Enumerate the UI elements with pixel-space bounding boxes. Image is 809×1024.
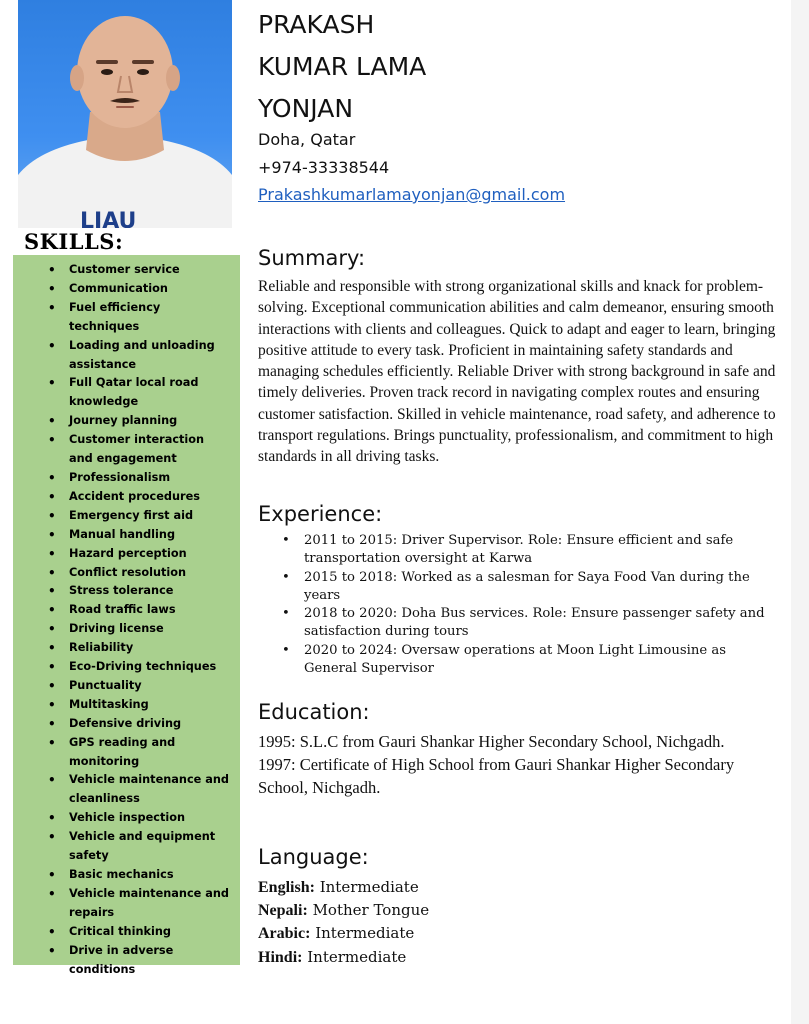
- skill-item: • Defensive driving: [13, 715, 240, 734]
- education-text: [258, 731, 778, 799]
- skills-panel: [13, 255, 240, 976]
- language-name: Hindi:: [258, 948, 303, 966]
- skill-item: • Reliability: [13, 639, 240, 658]
- education-item: 1997: Certificate of High School from Gauri Shankar Higher Secondary School, Nichgadh.: [258, 754, 735, 797]
- profile-photo: [18, 0, 232, 228]
- experience-item: • 2015 to 2018: Worked as a salesman for Saya Food Van during the years: [258, 569, 778, 606]
- skills-list: [13, 261, 240, 979]
- skill-item: • Customer service: [13, 261, 240, 280]
- experience-heading: Experience:: [258, 502, 383, 526]
- language-heading: Language:: [258, 845, 369, 869]
- email-link[interactable]: Prakashkumarlamayonjan@gmail.com: [258, 185, 566, 204]
- name-line: KUMAR LAMA: [258, 52, 427, 81]
- education-heading: Education:: [258, 700, 370, 724]
- skill-item: • Road traffic laws: [13, 601, 240, 620]
- skill-item: • Driving license: [13, 620, 240, 639]
- language-level: Mother Tongue: [312, 901, 430, 920]
- summary-heading: Summary:: [258, 246, 366, 270]
- skill-item: • Conflict resolution: [13, 564, 240, 583]
- skill-item: • Journey planning: [13, 412, 240, 431]
- skill-item: • GPS reading and monitoring: [13, 734, 240, 772]
- language-level: Intermediate: [319, 878, 419, 896]
- skill-item: • Eco-Driving techniques: [13, 658, 240, 677]
- experience-item: • 2011 to 2015: Driver Supervisor. Role: Ensure efficient and safe transportation oversight at Karwa: [258, 532, 778, 569]
- language-row: [258, 899, 429, 922]
- skill-item: • Professionalism: [13, 469, 240, 488]
- skill-item: • Loading and unloading assistance: [13, 337, 240, 375]
- skill-item: • Emergency first aid: [13, 507, 240, 526]
- language-row: [258, 922, 429, 945]
- name-line: PRAKASH: [258, 10, 375, 39]
- language-name: Nepali:: [258, 902, 308, 920]
- language-list: [258, 876, 429, 969]
- experience-item: • 2018 to 2020: Doha Bus services. Role: Ensure passenger safety and satisfaction during tours: [258, 605, 778, 642]
- page-edge-strip: [791, 0, 809, 1024]
- full-name: [258, 4, 426, 130]
- skill-item: • Hazard perception: [13, 545, 240, 564]
- skill-item: • Communication: [13, 280, 240, 299]
- language-row: [258, 946, 429, 969]
- language-level: Intermediate: [307, 947, 407, 966]
- experience-item: • 2020 to 2024: Oversaw operations at Moon Light Limousine as General Supervisor: [258, 642, 778, 679]
- skill-item: • Punctuality: [13, 677, 240, 696]
- skill-item: • Vehicle inspection: [13, 809, 240, 828]
- skills-title: SKILLS:: [24, 229, 124, 254]
- skill-item: • Fuel efficiency techniques: [13, 299, 240, 337]
- skill-item: • Basic mechanics: [13, 866, 240, 885]
- summary-text: Reliable and responsible with strong organizational skills and knack for problem-solving. Exceptional communication abilities and calm demeanor, ensuring smooth interactions with clients and colleagues. Quick to adapt and eager to learn, bringing positive attitude to every task. Proficient in maintaining safety standards and managing schedules efficiently. Reliable Driver with strong background in safe and timely deliveries. Proven track record in navigating complex routes and ensuring customer satisfaction. Skilled in vehicle maintenance, road safety, and adherence to transport regulations. Brings punctuality, professionalism, and commitment to high standards in all driving tasks.: [258, 278, 776, 466]
- skill-item: • Multitasking: [13, 696, 240, 715]
- skill-item: • Full Qatar local road knowledge: [13, 374, 240, 412]
- skill-item: • Critical thinking: [13, 923, 240, 942]
- skill-item: • Accident procedures: [13, 488, 240, 507]
- svg-text:LIAU: LIAU: [80, 209, 137, 228]
- skill-item: • Vehicle maintenance and cleanliness: [13, 771, 240, 809]
- language-name: Arabic:: [258, 925, 311, 943]
- language-row: [258, 876, 429, 899]
- education-item: 1995: S.L.C from Gauri Shankar Higher Secondary School, Nichgadh.: [258, 732, 725, 751]
- skill-item: • Vehicle maintenance and repairs: [13, 885, 240, 923]
- name-line: YONJAN: [258, 94, 354, 123]
- skill-item: • Customer interaction and engagement: [13, 431, 240, 469]
- skill-item: • Stress tolerance: [13, 582, 240, 601]
- skill-item: • Manual handling: [13, 526, 240, 545]
- language-level: Intermediate: [315, 924, 415, 943]
- language-name: English:: [258, 879, 315, 896]
- phone-text: +974-33338544: [258, 157, 390, 177]
- contact-info: [258, 126, 565, 209]
- skill-item: • Drive in adverse conditions: [13, 942, 240, 980]
- experience-list: [258, 532, 778, 678]
- skill-item: • Vehicle and equipment safety: [13, 828, 240, 866]
- location-text: Doha, Qatar: [258, 130, 356, 149]
